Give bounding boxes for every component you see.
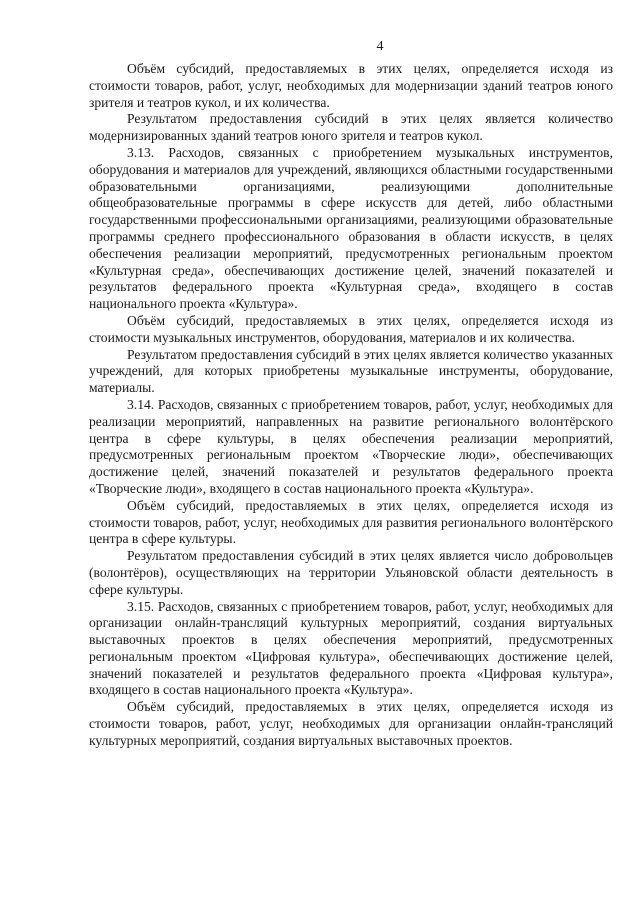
paragraph-result-theatres: Результатом предоставления субсидий в этих целях является количество модернизированных зданий театров юного зрителя и театров кукол.	[89, 111, 613, 144]
paragraph-3-13: 3.13. Расходов, связанных с приобретением музыкальных инструментов, оборудования и материалов для учреждений, являющихся областными государственными образовательными организациями, реализующими дополнительные общеобразовательные программы в сфере искусств для детей, либо областными государственными профессиональными организациями, реализующими образовательные программы среднего профессионального образования в области искусств, в целях обеспечения реализации мероприятий, предусмотренных региональным проектом «Культурная среда», обеспечивающих достижение целей, значений показателей и результатов федерального проекта «Культурная среда», входящего в состав национального проекта «Культура».	[89, 144, 613, 312]
paragraph-result-volunteer: Результатом предоставления субсидий в этих целях является число добровольцев (волонтёров), осуществляющих на территории Ульяновской области деятельность в сфере культуры.	[89, 548, 613, 597]
paragraph-subsidy-volume-digital: Объём субсидий, предоставляемых в этих целях, определяется исходя из стоимости товаров, работ, услуг, необходимых для организации онлайн-трансляций культурных мероприятий, создания виртуальных выставочных проектов.	[89, 699, 613, 748]
paragraph-result-instruments: Результатом предоставления субсидий в этих целях является количество указанных учреждений, для которых приобретены музыкальные инструменты, оборудование, материалы.	[89, 346, 613, 396]
paragraph-subsidy-volume-volunteer: Объём субсидий, предоставляемых в этих целях, определяется исходя из стоимости товаров, работ, услуг, необходимых для развития регионального волонтёрского центра в сфере культуры.	[89, 497, 613, 547]
paragraph-subsidy-volume-instruments: Объём субсидий, предоставляемых в этих целях, определяется исходя из стоимости музыкальных инструментов, оборудования, материалов и их количества.	[89, 312, 613, 345]
paragraph-subsidy-volume-theatres: Объём субсидий, предоставляемых в этих целях, определяется исходя из стоимости товаров, работ, услуг, необходимых для модернизации зданий театров юного зрителя и театров кукол, и их количества.	[89, 61, 613, 110]
paragraph-3-14: 3.14. Расходов, связанных с приобретением товаров, работ, услуг, необходимых для реализации мероприятий, направленных на развитие регионального волонтёрского центра в сфере культуры, в целях обеспечения реализации мероприятий, предусмотренных региональным проектом «Творческие люди», обеспечивающих достижение целей, значений показателей и результатов федерального проекта «Творческие люди», входящего в состав национального проекта «Культура».	[89, 396, 613, 496]
paragraph-3-15: 3.15. Расходов, связанных с приобретением товаров, работ, услуг, необходимых для организации онлайн-трансляций культурных мероприятий, создания виртуальных выставочных проектов в целях обеспечения мероприятий, предусмотренных региональным проектом «Цифровая культура», обеспечивающих достижение целей, значений показателей и результатов федерального проекта «Цифровая культура», входящего в состав национального проекта «Культура».	[89, 598, 613, 698]
page-number: 4	[376, 39, 384, 54]
